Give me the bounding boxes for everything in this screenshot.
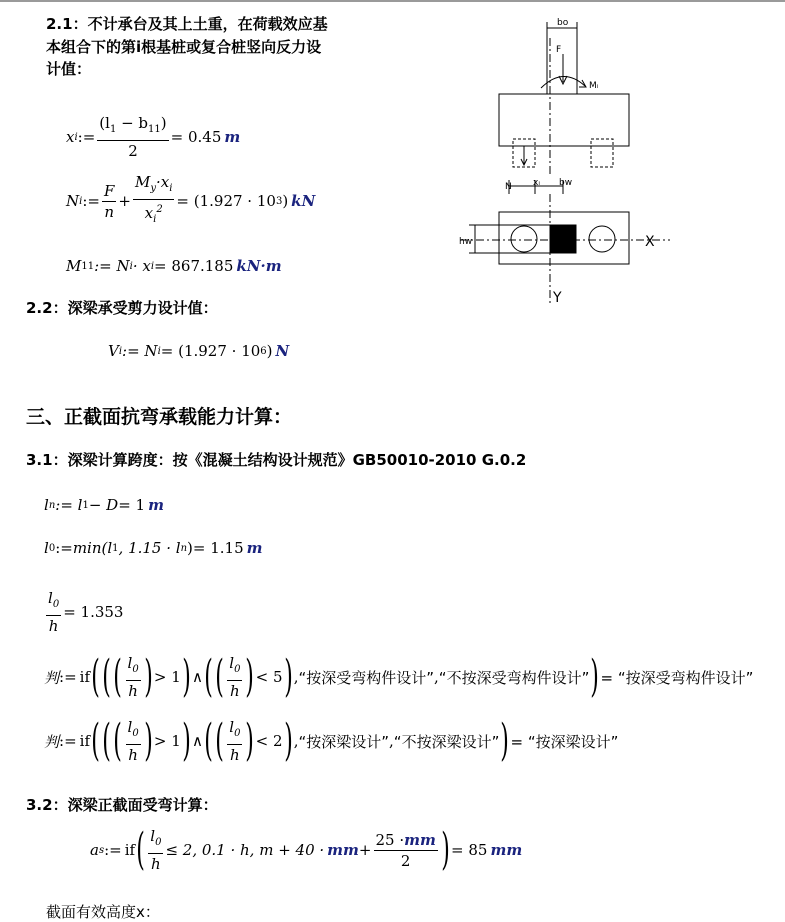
effective-height-label: 截面有效高度x： — [46, 903, 160, 921]
section-3-heading: 三、正截面抗弯承载能力计算： — [26, 406, 293, 428]
equation-l0: l 0 := min (l 1 , 1.15 · l n ) = 1.15 m — [44, 539, 263, 557]
section-2-1-heading-line3: 计值： — [46, 60, 92, 78]
label-hw: hw — [459, 237, 473, 247]
section-2-2-heading: 2.2：深梁承受剪力设计值： — [26, 299, 218, 317]
label-N: N — [505, 182, 512, 192]
equation-Vi: V i := N i = (1.927 · 10 6 ) N — [108, 342, 290, 360]
equation-ln: l n := l 1 − D = 1 m — [44, 496, 164, 514]
equation-xi: x i := $\frac{(l_1 - b_{11})}{2}$ = 0.45 m — [66, 114, 241, 160]
top-border — [0, 0, 785, 2]
section-2-1-heading-line2: 本组合下的第i根基桩或复合桩竖向反力设 — [46, 38, 322, 56]
label-Y: Y — [553, 290, 562, 306]
section-3-2-heading: 3.2：深梁正截面受弯计算： — [26, 796, 218, 814]
equation-Ni: N i := $\frac{F}{n}$ + $\frac{M_y\cdot x_i}{x_i^2}$ = (1.927 · 10 3 ) kN — [66, 173, 316, 225]
label-bw: bw — [559, 178, 573, 188]
section-3-1-heading: 3.1：深梁计算跨度：按《混凝土结构设计规范》GB50010-2010 G.0.2 — [26, 451, 527, 469]
equation-as: a s := if ( $\frac{l_0}{h}$ ≤ 2, 0.1 · h, m + 40 · mm + $\frac{25 \cdot mm}{2}$ ) = 85 mm — [90, 824, 523, 875]
label-F: F — [556, 45, 562, 55]
label-bo: bo — [557, 18, 569, 28]
equation-M11: M 11 := N i · x i = 867.185 kN·m — [66, 257, 282, 275]
label-X: X — [645, 234, 655, 250]
equation-judge-deep-beam: 判 := if ( ( ( $\frac{l_0}{h}$ ) > 1 ) ∧ ( ( $\frac{l_0}{h}$ ) < 2 ) , “按深梁设计” , “不按深梁设计” ) = “按深梁设计” — [44, 715, 619, 766]
label-Mi: Mᵢ — [589, 81, 599, 91]
section-2-1-heading-line1: 2.1：不计承台及其上土重，在荷载效应基 — [46, 15, 328, 33]
equation-ratio: $\frac{l_0}{h}$ = 1.353 — [48, 589, 124, 635]
pile-cap-diagram — [455, 14, 685, 314]
label-xi: xᵢ — [533, 178, 540, 188]
equation-judge-flexural: 判 := if ( ( ( $\frac{l_0}{h}$ ) > 1 ) ∧ ( ( $\frac{l_0}{h}$ ) < 5 ) , “按深受弯构件设计” , “不按深受弯构件设计” ) = “按深受弯构件设计” — [44, 651, 754, 702]
